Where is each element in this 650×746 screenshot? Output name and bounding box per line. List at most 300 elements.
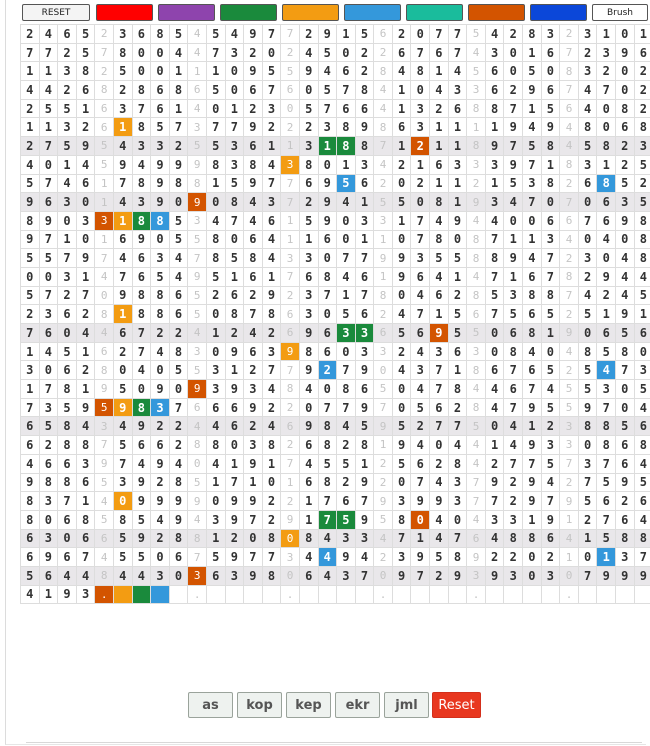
grid-cell[interactable]: 8 bbox=[151, 287, 170, 306]
grid-cell[interactable]: 3 bbox=[374, 212, 393, 231]
grid-cell[interactable]: 2 bbox=[616, 137, 635, 156]
grid-cell[interactable]: 9 bbox=[300, 62, 319, 81]
grid-cell[interactable]: 7 bbox=[597, 511, 616, 530]
grid-cell[interactable]: 4 bbox=[449, 62, 468, 81]
grid-cell[interactable]: . bbox=[560, 586, 579, 605]
grid-cell[interactable]: 9 bbox=[430, 324, 449, 343]
grid-cell[interactable]: 4 bbox=[430, 212, 449, 231]
grid-cell[interactable]: 4 bbox=[411, 436, 430, 455]
grid-cell[interactable]: 1 bbox=[430, 305, 449, 324]
grid-cell[interactable] bbox=[207, 586, 226, 605]
grid-cell[interactable] bbox=[542, 586, 561, 605]
grid-cell[interactable]: 2 bbox=[151, 474, 170, 493]
grid-cell[interactable]: 5 bbox=[188, 137, 207, 156]
grid-cell[interactable]: 3 bbox=[467, 567, 486, 586]
grid-cell[interactable]: 0 bbox=[319, 380, 338, 399]
grid-cell[interactable]: 2 bbox=[114, 343, 133, 362]
grid-cell[interactable]: 2 bbox=[151, 417, 170, 436]
grid-cell[interactable]: 5 bbox=[300, 212, 319, 231]
grid-cell[interactable]: 4 bbox=[430, 268, 449, 287]
grid-cell[interactable]: 6 bbox=[635, 324, 650, 343]
grid-cell[interactable]: 5 bbox=[635, 474, 650, 493]
grid-cell[interactable]: 7 bbox=[114, 268, 133, 287]
grid-cell[interactable]: 4 bbox=[207, 417, 226, 436]
ekr-button[interactable]: ekr bbox=[335, 692, 380, 718]
grid-cell[interactable]: 9 bbox=[170, 492, 189, 511]
grid-cell[interactable]: 9 bbox=[579, 399, 598, 418]
grid-cell[interactable]: 0 bbox=[319, 156, 338, 175]
grid-cell[interactable]: 8 bbox=[21, 212, 40, 231]
grid-cell[interactable]: 5 bbox=[114, 62, 133, 81]
grid-cell[interactable]: 5 bbox=[523, 62, 542, 81]
grid-cell[interactable]: 4 bbox=[188, 511, 207, 530]
grid-cell[interactable]: 6 bbox=[40, 193, 59, 212]
grid-cell[interactable]: 6 bbox=[635, 492, 650, 511]
grid-cell[interactable]: 9 bbox=[319, 175, 338, 194]
grid-cell[interactable]: 4 bbox=[40, 343, 59, 362]
grid-cell[interactable]: 3 bbox=[300, 137, 319, 156]
grid-cell[interactable]: 2 bbox=[449, 399, 468, 418]
grid-cell[interactable]: 2 bbox=[579, 511, 598, 530]
grid-cell[interactable]: 7 bbox=[77, 548, 96, 567]
grid-cell[interactable]: 8 bbox=[467, 231, 486, 250]
grid-cell[interactable]: 1 bbox=[597, 25, 616, 44]
grid-cell[interactable]: 8 bbox=[560, 156, 579, 175]
grid-cell[interactable]: 4 bbox=[170, 249, 189, 268]
grid-cell[interactable]: 0 bbox=[226, 81, 245, 100]
grid-cell[interactable]: 7 bbox=[486, 492, 505, 511]
grid-cell[interactable]: 3 bbox=[486, 44, 505, 63]
grid-cell[interactable]: 5 bbox=[21, 287, 40, 306]
grid-cell[interactable]: 1 bbox=[77, 100, 96, 119]
grid-cell[interactable]: 1 bbox=[77, 380, 96, 399]
grid-cell[interactable] bbox=[411, 586, 430, 605]
grid-cell[interactable]: 4 bbox=[170, 44, 189, 63]
grid-cell[interactable]: 9 bbox=[319, 193, 338, 212]
grid-cell[interactable]: 8 bbox=[319, 417, 338, 436]
grid-cell[interactable]: 0 bbox=[188, 455, 207, 474]
grid-cell[interactable]: 4 bbox=[560, 530, 579, 549]
grid-cell[interactable]: 6 bbox=[300, 175, 319, 194]
grid-cell[interactable]: 7 bbox=[467, 492, 486, 511]
grid-cell[interactable]: 4 bbox=[21, 81, 40, 100]
grid-cell[interactable]: 4 bbox=[300, 455, 319, 474]
grid-cell[interactable]: 2 bbox=[281, 287, 300, 306]
grid-cell[interactable]: 9 bbox=[133, 231, 152, 250]
grid-cell[interactable]: 7 bbox=[467, 474, 486, 493]
grid-cell[interactable]: 9 bbox=[393, 268, 412, 287]
grid-cell[interactable]: 0 bbox=[616, 62, 635, 81]
grid-cell[interactable]: 3 bbox=[504, 567, 523, 586]
grid-cell[interactable]: 7 bbox=[207, 44, 226, 63]
grid-cell[interactable]: 5 bbox=[504, 305, 523, 324]
grid-cell[interactable]: 4 bbox=[58, 567, 77, 586]
grid-cell[interactable]: 5 bbox=[188, 287, 207, 306]
grid-cell[interactable]: 2 bbox=[337, 436, 356, 455]
grid-cell[interactable]: 8 bbox=[170, 343, 189, 362]
grid-cell[interactable]: 2 bbox=[319, 361, 338, 380]
grid-cell[interactable]: 8 bbox=[188, 436, 207, 455]
grid-cell[interactable]: 7 bbox=[226, 212, 245, 231]
grid-cell[interactable]: 5 bbox=[114, 548, 133, 567]
grid-cell[interactable]: 5 bbox=[542, 455, 561, 474]
grid-cell[interactable]: 1 bbox=[244, 474, 263, 493]
grid-cell[interactable]: 7 bbox=[114, 455, 133, 474]
grid-cell[interactable]: 0 bbox=[597, 118, 616, 137]
grid-cell[interactable]: 2 bbox=[486, 455, 505, 474]
grid-cell[interactable]: 5 bbox=[95, 156, 114, 175]
grid-cell[interactable]: 4 bbox=[114, 417, 133, 436]
grid-cell[interactable]: 8 bbox=[188, 175, 207, 194]
grid-cell[interactable] bbox=[319, 586, 338, 605]
grid-cell[interactable]: 6 bbox=[300, 474, 319, 493]
grid-cell[interactable]: 1 bbox=[300, 492, 319, 511]
grid-cell[interactable]: 2 bbox=[244, 417, 263, 436]
grid-cell[interactable]: 7 bbox=[411, 305, 430, 324]
grid-cell[interactable]: 9 bbox=[616, 567, 635, 586]
grid-cell[interactable]: 6 bbox=[95, 530, 114, 549]
grid-cell[interactable]: 0 bbox=[151, 548, 170, 567]
grid-cell[interactable]: 9 bbox=[393, 249, 412, 268]
grid-cell[interactable]: 5 bbox=[356, 417, 375, 436]
grid-cell[interactable]: 6 bbox=[486, 361, 505, 380]
grid-cell[interactable]: 0 bbox=[542, 343, 561, 362]
grid-cell[interactable]: 6 bbox=[300, 567, 319, 586]
grid-cell[interactable]: 9 bbox=[504, 156, 523, 175]
grid-cell[interactable]: 7 bbox=[133, 100, 152, 119]
grid-cell[interactable]: 7 bbox=[504, 361, 523, 380]
reset-button[interactable]: Reset bbox=[432, 692, 481, 718]
grid-cell[interactable]: 6 bbox=[449, 343, 468, 362]
grid-cell[interactable]: 2 bbox=[374, 474, 393, 493]
grid-cell[interactable]: 3 bbox=[151, 399, 170, 418]
grid-cell[interactable]: 5 bbox=[597, 474, 616, 493]
grid-cell[interactable]: 1 bbox=[523, 511, 542, 530]
grid-cell[interactable]: . bbox=[467, 586, 486, 605]
grid-cell[interactable]: 7 bbox=[263, 25, 282, 44]
grid-cell[interactable]: 7 bbox=[411, 474, 430, 493]
grid-cell[interactable]: 2 bbox=[579, 268, 598, 287]
grid-cell[interactable]: 2 bbox=[263, 511, 282, 530]
grid-cell[interactable]: 0 bbox=[40, 156, 59, 175]
grid-cell[interactable]: 8 bbox=[635, 231, 650, 250]
grid-cell[interactable]: 1 bbox=[635, 25, 650, 44]
grid-cell[interactable]: 2 bbox=[244, 361, 263, 380]
grid-cell[interactable]: 7 bbox=[226, 474, 245, 493]
grid-cell[interactable]: 8 bbox=[430, 231, 449, 250]
grid-cell[interactable]: 7 bbox=[40, 137, 59, 156]
grid-cell[interactable]: 5 bbox=[188, 231, 207, 250]
grid-cell[interactable]: 3 bbox=[467, 156, 486, 175]
grid-cell[interactable]: 2 bbox=[374, 455, 393, 474]
grid-cell[interactable]: 3 bbox=[542, 231, 561, 250]
grid-cell[interactable]: 5 bbox=[579, 492, 598, 511]
grid-cell[interactable]: 0 bbox=[170, 193, 189, 212]
grid-cell[interactable]: 0 bbox=[393, 175, 412, 194]
grid-cell[interactable]: 2 bbox=[95, 25, 114, 44]
grid-cell[interactable]: 6 bbox=[319, 324, 338, 343]
grid-cell[interactable]: 7 bbox=[58, 249, 77, 268]
grid-cell[interactable]: 4 bbox=[21, 586, 40, 605]
grid-cell[interactable]: 0 bbox=[207, 343, 226, 362]
grid-cell[interactable]: 0 bbox=[523, 212, 542, 231]
grid-cell[interactable]: 3 bbox=[151, 137, 170, 156]
grid-cell[interactable]: 5 bbox=[449, 324, 468, 343]
grid-cell[interactable]: 0 bbox=[579, 231, 598, 250]
grid-cell[interactable]: 8 bbox=[170, 474, 189, 493]
color-swatch-green[interactable] bbox=[220, 4, 277, 21]
grid-cell[interactable]: 4 bbox=[263, 417, 282, 436]
grid-cell[interactable]: 1 bbox=[21, 380, 40, 399]
grid-cell[interactable]: 4 bbox=[393, 361, 412, 380]
grid-cell[interactable]: 7 bbox=[319, 100, 338, 119]
palette-reset-button[interactable]: RESET bbox=[22, 4, 90, 21]
grid-cell[interactable]: 7 bbox=[114, 175, 133, 194]
grid-cell[interactable]: 6 bbox=[58, 511, 77, 530]
grid-cell[interactable]: 6 bbox=[114, 324, 133, 343]
grid-cell[interactable]: 4 bbox=[616, 249, 635, 268]
grid-cell[interactable]: 4 bbox=[133, 361, 152, 380]
grid-cell[interactable]: 7 bbox=[21, 399, 40, 418]
grid-cell[interactable]: 2 bbox=[207, 287, 226, 306]
grid-cell[interactable]: 4 bbox=[467, 511, 486, 530]
grid-cell[interactable]: 1 bbox=[486, 175, 505, 194]
grid-cell[interactable]: 0 bbox=[207, 492, 226, 511]
grid-cell[interactable]: 7 bbox=[263, 361, 282, 380]
grid-cell[interactable]: 9 bbox=[523, 474, 542, 493]
grid-cell[interactable]: 3 bbox=[300, 305, 319, 324]
grid-cell[interactable]: 5 bbox=[114, 436, 133, 455]
grid-cell[interactable]: 9 bbox=[77, 137, 96, 156]
grid-cell[interactable]: 3 bbox=[597, 380, 616, 399]
grid-cell[interactable]: 1 bbox=[226, 361, 245, 380]
grid-cell[interactable]: 4 bbox=[467, 268, 486, 287]
grid-cell[interactable]: 9 bbox=[40, 212, 59, 231]
grid-cell[interactable]: 2 bbox=[263, 324, 282, 343]
grid-cell[interactable]: 9 bbox=[374, 249, 393, 268]
grid-cell[interactable]: 3 bbox=[188, 212, 207, 231]
grid-cell[interactable]: 7 bbox=[95, 44, 114, 63]
grid-cell[interactable]: 9 bbox=[188, 380, 207, 399]
grid-cell[interactable]: 6 bbox=[356, 305, 375, 324]
grid-cell[interactable]: 5 bbox=[337, 305, 356, 324]
grid-cell[interactable]: 4 bbox=[337, 268, 356, 287]
grid-cell[interactable]: 5 bbox=[337, 455, 356, 474]
grid-cell[interactable]: 0 bbox=[226, 62, 245, 81]
grid-cell[interactable]: 6 bbox=[523, 361, 542, 380]
grid-cell[interactable]: 7 bbox=[430, 361, 449, 380]
grid-cell[interactable]: 5 bbox=[263, 62, 282, 81]
grid-cell[interactable]: 3 bbox=[40, 399, 59, 418]
grid-cell[interactable]: 6 bbox=[597, 324, 616, 343]
grid-cell[interactable]: 8 bbox=[21, 492, 40, 511]
grid-cell[interactable]: 7 bbox=[21, 324, 40, 343]
grid-cell[interactable]: 4 bbox=[188, 44, 207, 63]
grid-cell[interactable]: 0 bbox=[319, 249, 338, 268]
grid-cell[interactable]: 1 bbox=[207, 530, 226, 549]
grid-cell[interactable]: 7 bbox=[281, 268, 300, 287]
grid-cell[interactable]: 7 bbox=[281, 193, 300, 212]
color-swatch-blue[interactable] bbox=[344, 4, 401, 21]
grid-cell[interactable]: 7 bbox=[133, 343, 152, 362]
grid-cell[interactable]: 9 bbox=[449, 212, 468, 231]
grid-cell[interactable]: 3 bbox=[579, 455, 598, 474]
grid-cell[interactable] bbox=[616, 586, 635, 605]
grid-cell[interactable]: 6 bbox=[356, 380, 375, 399]
grid-cell[interactable]: 7 bbox=[411, 231, 430, 250]
grid-cell[interactable]: 7 bbox=[77, 287, 96, 306]
grid-cell[interactable]: 1 bbox=[356, 193, 375, 212]
grid-cell[interactable]: 9 bbox=[21, 193, 40, 212]
grid-cell[interactable]: 3 bbox=[207, 361, 226, 380]
grid-cell[interactable]: 5 bbox=[114, 530, 133, 549]
grid-cell[interactable]: 6 bbox=[300, 436, 319, 455]
grid-cell[interactable]: 4 bbox=[77, 156, 96, 175]
grid-cell[interactable]: 4 bbox=[40, 81, 59, 100]
grid-cell[interactable]: 7 bbox=[281, 25, 300, 44]
grid-cell[interactable]: 2 bbox=[21, 137, 40, 156]
grid-cell[interactable]: 1 bbox=[449, 361, 468, 380]
grid-cell[interactable]: 5 bbox=[207, 81, 226, 100]
grid-cell[interactable]: 2 bbox=[300, 118, 319, 137]
grid-cell[interactable]: 7 bbox=[411, 44, 430, 63]
grid-cell[interactable]: 9 bbox=[597, 567, 616, 586]
grid-cell[interactable]: 2 bbox=[300, 25, 319, 44]
grid-cell[interactable]: 2 bbox=[95, 62, 114, 81]
grid-cell[interactable]: . bbox=[95, 586, 114, 605]
grid-cell[interactable]: 7 bbox=[411, 567, 430, 586]
grid-cell[interactable]: 9 bbox=[244, 399, 263, 418]
grid-cell[interactable]: . bbox=[188, 586, 207, 605]
grid-cell[interactable]: 5 bbox=[393, 193, 412, 212]
grid-cell[interactable]: 1 bbox=[393, 212, 412, 231]
grid-cell[interactable]: 5 bbox=[95, 511, 114, 530]
grid-cell[interactable]: 5 bbox=[635, 287, 650, 306]
grid-cell[interactable]: 8 bbox=[95, 567, 114, 586]
grid-cell[interactable]: 7 bbox=[374, 399, 393, 418]
grid-cell[interactable]: 3 bbox=[281, 548, 300, 567]
grid-cell[interactable]: 0 bbox=[374, 567, 393, 586]
grid-cell[interactable]: 8 bbox=[170, 81, 189, 100]
grid-cell[interactable]: 6 bbox=[393, 44, 412, 63]
grid-cell[interactable] bbox=[356, 586, 375, 605]
color-swatch-purple[interactable] bbox=[158, 4, 215, 21]
grid-cell[interactable]: 9 bbox=[486, 137, 505, 156]
grid-cell[interactable]: 6 bbox=[281, 324, 300, 343]
grid-cell[interactable]: 9 bbox=[393, 567, 412, 586]
grid-cell[interactable]: 5 bbox=[356, 25, 375, 44]
grid-cell[interactable]: 4 bbox=[226, 25, 245, 44]
grid-cell[interactable]: 5 bbox=[467, 417, 486, 436]
grid-cell[interactable]: 8 bbox=[207, 231, 226, 250]
grid-cell[interactable]: 2 bbox=[374, 305, 393, 324]
grid-cell[interactable]: 2 bbox=[281, 399, 300, 418]
grid-cell[interactable]: 9 bbox=[486, 474, 505, 493]
grid-cell[interactable]: 2 bbox=[281, 436, 300, 455]
grid-cell[interactable]: 1 bbox=[170, 62, 189, 81]
grid-cell[interactable]: 9 bbox=[151, 175, 170, 194]
grid-cell[interactable]: 6 bbox=[449, 100, 468, 119]
grid-cell[interactable]: 4 bbox=[188, 417, 207, 436]
grid-cell[interactable]: 7 bbox=[542, 268, 561, 287]
grid-cell[interactable]: 5 bbox=[374, 193, 393, 212]
grid-cell[interactable]: 3 bbox=[486, 193, 505, 212]
grid-cell[interactable] bbox=[597, 586, 616, 605]
grid-cell[interactable]: 9 bbox=[356, 361, 375, 380]
grid-cell[interactable]: 7 bbox=[560, 81, 579, 100]
grid-cell[interactable]: 9 bbox=[542, 118, 561, 137]
grid-cell[interactable]: 8 bbox=[430, 193, 449, 212]
grid-cell[interactable]: 1 bbox=[226, 100, 245, 119]
grid-cell[interactable]: 5 bbox=[542, 100, 561, 119]
grid-cell[interactable]: 8 bbox=[467, 137, 486, 156]
grid-cell[interactable]: 7 bbox=[244, 548, 263, 567]
grid-cell[interactable]: 0 bbox=[281, 100, 300, 119]
grid-cell[interactable]: 7 bbox=[486, 305, 505, 324]
grid-cell[interactable]: 7 bbox=[40, 44, 59, 63]
grid-cell[interactable]: 8 bbox=[597, 175, 616, 194]
grid-cell[interactable]: 6 bbox=[467, 305, 486, 324]
grid-cell[interactable]: 5 bbox=[77, 25, 96, 44]
grid-cell[interactable]: 4 bbox=[244, 324, 263, 343]
grid-cell[interactable]: 8 bbox=[188, 530, 207, 549]
grid-cell[interactable]: 9 bbox=[374, 492, 393, 511]
grid-cell[interactable]: 4 bbox=[263, 231, 282, 250]
grid-cell[interactable]: 4 bbox=[188, 324, 207, 343]
grid-cell[interactable]: 9 bbox=[467, 193, 486, 212]
grid-cell[interactable]: 0 bbox=[616, 380, 635, 399]
grid-cell[interactable]: 5 bbox=[133, 511, 152, 530]
grid-cell[interactable]: 2 bbox=[337, 474, 356, 493]
grid-cell[interactable]: 8 bbox=[226, 193, 245, 212]
grid-cell[interactable]: 4 bbox=[188, 100, 207, 119]
grid-cell[interactable]: 2 bbox=[504, 492, 523, 511]
grid-cell[interactable]: 8 bbox=[133, 287, 152, 306]
grid-cell[interactable]: 9 bbox=[151, 156, 170, 175]
grid-cell[interactable]: 4 bbox=[374, 156, 393, 175]
grid-cell[interactable]: 3 bbox=[244, 436, 263, 455]
grid-cell[interactable]: 3 bbox=[486, 511, 505, 530]
grid-cell[interactable]: 2 bbox=[430, 100, 449, 119]
grid-cell[interactable]: 9 bbox=[486, 567, 505, 586]
grid-cell[interactable]: 4 bbox=[467, 436, 486, 455]
grid-cell[interactable]: 4 bbox=[263, 249, 282, 268]
grid-cell[interactable]: 4 bbox=[467, 455, 486, 474]
grid-cell[interactable]: 8 bbox=[95, 81, 114, 100]
grid-cell[interactable]: 6 bbox=[114, 231, 133, 250]
grid-cell[interactable]: 1 bbox=[77, 343, 96, 362]
grid-cell[interactable]: 0 bbox=[40, 361, 59, 380]
grid-cell[interactable]: 2 bbox=[263, 492, 282, 511]
grid-cell[interactable]: 1 bbox=[95, 175, 114, 194]
grid-cell[interactable]: 2 bbox=[393, 156, 412, 175]
grid-cell[interactable]: 6 bbox=[597, 193, 616, 212]
grid-cell[interactable]: 5 bbox=[467, 324, 486, 343]
grid-cell[interactable]: 0 bbox=[486, 417, 505, 436]
grid-cell[interactable]: 5 bbox=[95, 474, 114, 493]
grid-cell[interactable]: 2 bbox=[616, 492, 635, 511]
grid-cell[interactable]: 0 bbox=[263, 44, 282, 63]
grid-cell[interactable]: 2 bbox=[114, 81, 133, 100]
grid-cell[interactable]: 2 bbox=[263, 399, 282, 418]
grid-cell[interactable]: 2 bbox=[411, 137, 430, 156]
grid-cell[interactable]: 6 bbox=[281, 417, 300, 436]
grid-cell[interactable]: 4 bbox=[77, 567, 96, 586]
grid-cell[interactable]: 6 bbox=[170, 305, 189, 324]
grid-cell[interactable]: 1 bbox=[597, 156, 616, 175]
grid-cell[interactable]: 5 bbox=[337, 511, 356, 530]
grid-cell[interactable]: 7 bbox=[579, 212, 598, 231]
